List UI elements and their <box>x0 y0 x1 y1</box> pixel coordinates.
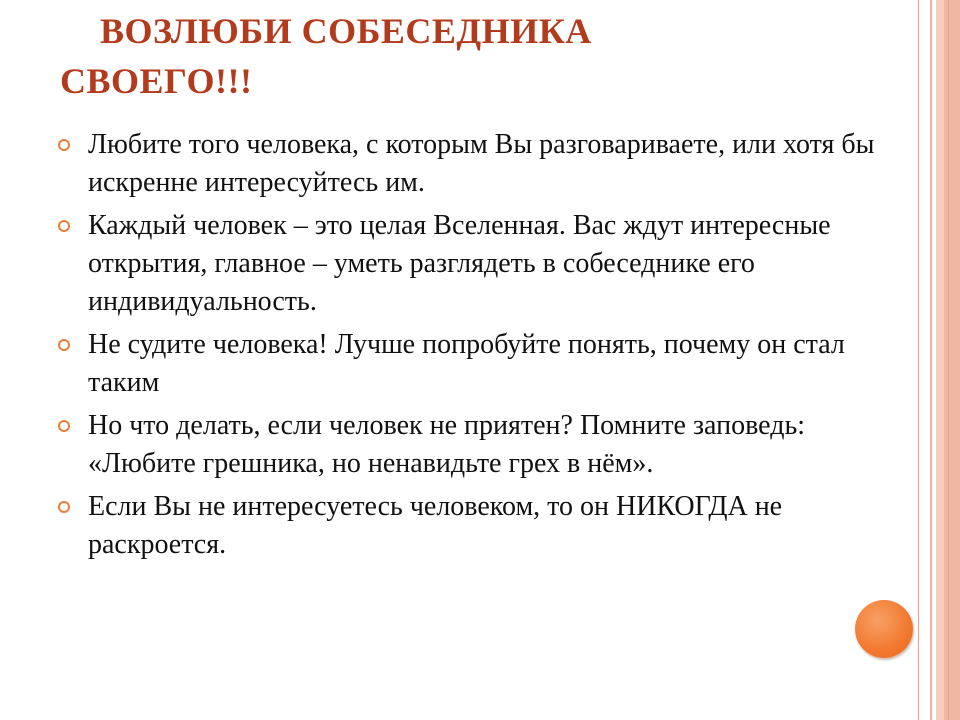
decorative-orange-circle <box>855 600 913 658</box>
bullet-text: Если Вы не интересуетесь человеком, то он НИКОГДА не раскроется. <box>88 491 783 560</box>
decorative-stripe <box>948 0 949 720</box>
bullet-text: Но что делать, если человек не приятен? Помните заповедь: «Любите грешника, но ненавидьте грех в нём». <box>88 410 805 479</box>
bullet-circle-icon <box>58 339 70 351</box>
bullet-text: Любите того человека, с которым Вы разговариваете, или хотя бы искренне интересуйтесь им. <box>88 129 875 198</box>
slide-title-line-1: ВОЗЛЮБИ СОБЕСЕДНИКА <box>100 11 592 51</box>
bullet-item <box>58 126 878 202</box>
slide-title-line-2: СВОЕГО!!! <box>60 61 253 101</box>
bullet-list <box>58 126 878 569</box>
decorative-stripe <box>936 0 944 720</box>
bullet-item <box>58 407 878 483</box>
bullet-text: Не судите человека! Лучше попробуйте понять, почему он стал таким <box>88 329 845 398</box>
decorative-stripe <box>930 0 932 720</box>
decorative-stripe <box>944 0 960 720</box>
bullet-text: Каждый человек – это целая Вселенная. Вас ждут интересные открытия, главное – уметь разглядеть в собеседнике его индивидуальность. <box>88 210 831 317</box>
slide-title <box>60 6 900 106</box>
bullet-circle-icon <box>58 220 70 232</box>
bullet-item <box>58 326 878 402</box>
bullet-circle-icon <box>58 139 70 151</box>
bullet-item <box>58 488 878 564</box>
bullet-circle-icon <box>58 420 70 432</box>
bullet-circle-icon <box>58 501 70 513</box>
bullet-item <box>58 207 878 321</box>
decorative-stripe <box>918 0 919 720</box>
